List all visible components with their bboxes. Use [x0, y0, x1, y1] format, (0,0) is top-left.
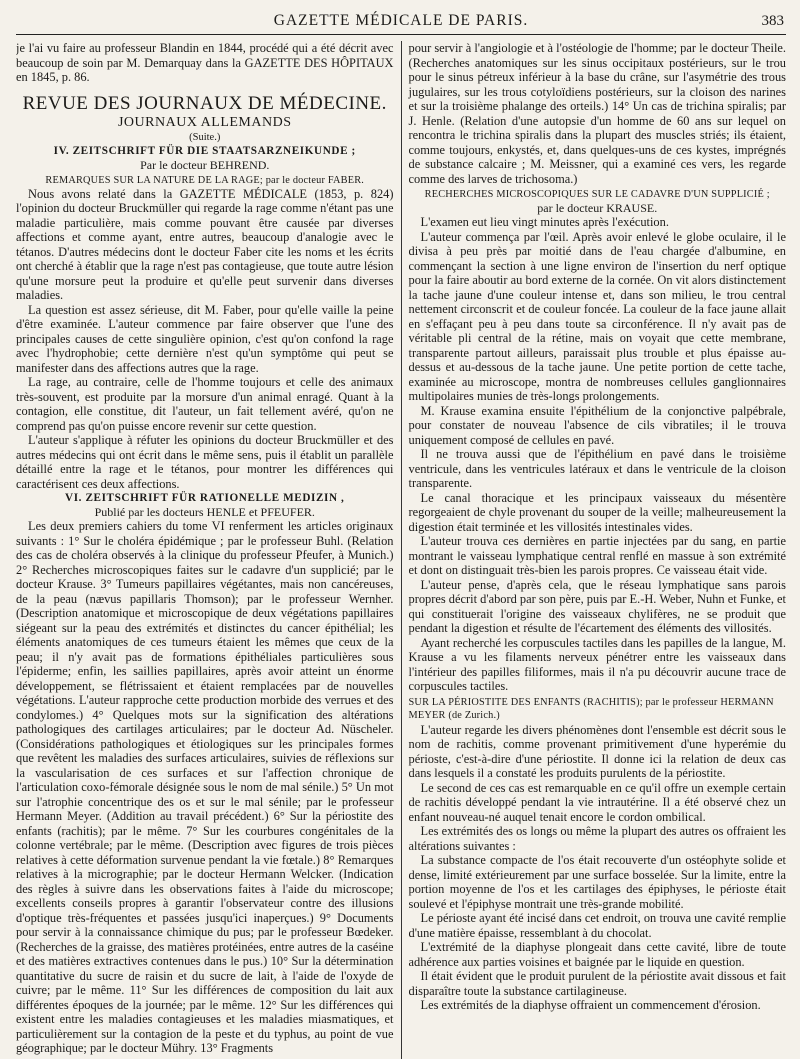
rage-paragraph-3: La rage, au contraire, celle de l'homme toujours et celle des animaux très-souvent, est produite par la morsure d'un animal enragé. Quant à la contagion, elle constitue, dit l'auteur, un fait tellement avéré, qu'on ne comprend pas qu'on puisse encore revenir sur cette question. — [16, 375, 394, 433]
krause-paragraph-3: M. Krause examina ensuite l'épithélium de la conjonctive palpébrale, pour constater de nouveau l'absence de cils vibratiles; il le trouva uniquement composé de cellules en pavé. — [408, 403, 786, 447]
krause-paragraph-5: Le canal thoracique et les principaux vaisseaux du mésentère regorgeaient de chyle provenant du souper de la veille; malheureusement la digestion était terminée et les villosités intestinales vides. — [408, 490, 786, 534]
periostite-paragraph-6: L'extrémité de la diaphyse plongeait dans cette cavité, libre de toute adhérence aux parties voisines et baignée par le liquide en question. — [408, 940, 786, 969]
page-header — [16, 8, 786, 35]
journal-title: GAZETTE MÉDICALE DE PARIS. — [273, 12, 529, 29]
krause-paragraph-6: L'auteur trouva ces dernières en partie injectées par du sang, en partie montrant le vaisseau lymphatique central renflé en massue à son extrémité et dont on distinguait très-bien les parois propres. Ce vaisseau était vide. — [408, 534, 786, 577]
periostite-paragraph-5: Le périoste ayant été incisé dans cet endroit, on trouva une cavité remplie d'une matière épaisse, ressemblant à du chocolat. — [408, 911, 786, 940]
right-column — [402, 41, 787, 1059]
page-number: 383 — [761, 13, 784, 29]
periostite-paragraph-8: Les extrémités de la diaphyse offraient un commencement d'érosion. — [420, 998, 761, 1012]
section-vi-byline: Publié par les docteurs HENLE et PFEUFER. — [94, 505, 315, 519]
krause-paragraph-8: Ayant recherché les corpuscules tactiles dans les papilles de la langue, M. Krause a vu les filaments nerveux pénétrer entre les vaisseaux dans l'intérieur des papilles filiformes, mais il n'a pu découvrir aucune trace de corpuscules tactiles. — [408, 635, 786, 693]
rage-paragraph-1: Nous avons relaté dans la GAZETTE MÉDICALE (1853, p. 824) l'opinion du docteur Bruckmüller qui regarde la rage comme n'étant pas une maladie particulière, mais comme pouvant être causée par diverses affections et comme ayant, entre autres, beaucoup d'analogie avec le tétanos. D'autres médecins dont le docteur Faber cite les noms et les écrits ont cherché à établir que la rage n'est pas contagieuse, que toute autre lésion qu'une morsure peut la produire et qu'elle peut survenir dans diverses maladies. — [16, 186, 394, 302]
continued-paragraph: je l'ai vu faire au professeur Blandin en 1844, procédé qui a été décrit avec beaucoup de soin par M. Demarquay dans la GAZETTE DES HÔPITAUX en 1845, p. 86. — [16, 41, 394, 84]
left-column — [16, 41, 401, 1059]
krause-paragraph-2: L'auteur commença par l'œil. Après avoir enlevé le globe oculaire, il le divisa à peu près par moitié dans de l'eau chargée d'albumine, en commençant la section à une ligne environ de l'insertion du nerf optique pour la faire aboutir au bord externe de la cornée. On vit alors distinctement la tache jaune d'une couleur intense et, dans son milieu, le trou central nettement circonscrit et de couleur foncée. La couleur de la face jaune allait en s'effaçant peu à peu dans toute sa circonférence. Il n'y avait pas de véritable pli central de la rétine, mais on voyait que cette membrane, transparente partout ailleurs, paraissait plus trouble et plus épaisse au-dessus et au-dessous de la tache jaune. Une petite portion de cette tache, examinée au microscope, montra de nombreuses cellules ganglionnaires multipolaires munies de très-longs prolongements. — [408, 229, 786, 403]
krause-byline: par le docteur KRAUSE. — [537, 201, 658, 215]
periostite-paragraph-4: La substance compacte de l'os était recouverte d'un ostéophyte solide et dense, limité extérieurement par une surface bosselée. Sur la limite, entre la portion moyenne de l'os et les cartilages des épiphyses, le périoste était soulevé et l'épiphyse montrait une très-grande mobilité. — [408, 853, 786, 911]
section-vi-paragraph: Les deux premiers cahiers du tome VI renferment les articles originaux suivants : 1° Sur le choléra épidémique ; par le professeur Buhl. (Relation des cas de choléra observés à la clinique du professeur Pfeufer, à Munich.) 2° Recherches microscopiques faites sur le cadavre d'un supplicié; par le docteur Krause. 3° Tumeurs papillaires végétantes, mais non cancéreuses, de la peau (nævus papillaris Thomson); par le professeur Wernher. (Description anatomique et microscopique de deux végétations papillaires siégeant sur la peau des extrémités et distinctes du cancer épithélial; les éléments anatomiques de ces tumeurs étaient les mêmes que ceux de la peau; il n'y avait pas de formations épithéliales particulières sous l'épiderme; enfin, les saillies papillaires, après avoir atteint un énorme développement, se flétrissaient et étaient remplacées par de nouvelles végétations. L'auteur rapproche cette production morbide des verrues et des condylomes.) 4° Quelques mots sur la signification des altérations pathologiques des cartilages articulaires; par le docteur Ad. Nüscheler. (Considérations pathologiques et étiologiques sur les principales formes que revêtent les maladies des surfaces articulaires, suivies de réflexions sur la vascularisation de ces surfaces et sur l'affection chronique de l'articulation coxo-fémorale désignée sous le nom de mal sénile.) 5° Un mot sur l'atrophie concentrique des os et sur le mal sénile; par le professeur Hermann Meyer. (Addition au travail précédent.) 6° Sur la périostite des enfants (rachitis); par le même. 7° Sur les courbures congénitales de la colonne vertébrale; par le même. (Description avec figures de trois pièces relatives à cette déformation survenue pendant la vie fœtale.) 8° Remarques relatives à la micrographie; par le docteur Hermann Welcker. (Indication des règles à suivre dans les observations faites à l'aide du microscope; excellents conseils propres à garantir l'observateur contre des illusions d'optique très-fréquentes et passées jusqu'ici inaperçues.) 9° Documents pour servir à la connaissance chimique du pus; par le professeur Bœdeker. (Recherches de la graisse, des matières protéinées, entre autres de la caséine et des matières extractives contenues dans le pus.) 10° Sur la détermination quantitative du sucre de raisin et du sucre de lait, à l'aide de l'oxyde de cuivre; par le même. 11° Sur les différences de composition du lait aux différentes époques de la journée; par le même. 12° Sur les différences qui existent entre les maladies contagieuses et les maladies miasmatiques, et particulièrement sur la contagion de la peste et du typhus, au point de vue géographique; par le docteur Mühry. 13° Fragments — [16, 519, 394, 1055]
journaux-heading: JOURNAUX ALLEMANDS — [117, 114, 292, 130]
periostite-paragraph-1: L'auteur regarde les divers phénomènes dont l'ensemble est décrit sous le nom de rachitis, comme provenant primitivement d'une hyperémie du périoste, c'est-à-dire d'une périostite. Il donne ici la relation de deux cas dans lesquels il a constaté les produits purulents de la périostite. — [408, 722, 786, 780]
periostite-heading: SUR LA PÉRIOSTITE DES ENFANTS (RACHITIS); par le professeur HERMANN MEYER (de Zurich.) — [408, 696, 774, 721]
text-columns — [16, 41, 786, 1059]
rage-paragraph-4: L'auteur s'applique à réfuter les opinions du docteur Bruckmüller et des autres médecins qui ont écrit dans le même sens, puis il établit un parallèle détaillé entre la rage et le tétanos, pour montrer les différences qui caractérisent ces deux affections. — [16, 433, 394, 491]
periostite-paragraph-7: Il était évident que le produit purulent de la périostite avait dissous et fait disparaître toute la substance cartilagineuse. — [408, 969, 786, 998]
section-vi-heading: VI. ZEITSCHRIFT FÜR RATIONELLE MEDIZIN , — [65, 492, 345, 504]
periostite-paragraph-3: Les extrémités des os longs ou même la plupart des autres os offraient les altérations suivantes : — [408, 824, 786, 853]
rage-paragraph-2: La question est assez sérieuse, dit M. Faber, pour qu'elle vaille la peine d'être examinée. L'auteur commence par faire observer que l'une des principales causes de cette singulière opinion, c'est qu'on confond la rage avec l'hydrophobie; cette dernière n'est qu'un symptôme qui peut se manifester dans des affections autres que la rage. — [16, 302, 394, 375]
section-iv-heading: IV. ZEITSCHRIFT FÜR DIE STAATSARZNEIKUNDE ; — [53, 144, 356, 157]
periostite-paragraph-2: Le second de ces cas est remarquable en ce qu'il offre un exemple certain de rachitis développé pendant la vie intrautérine. Il a été observé chez un enfant nouveau-né auquel tenait encore le cordon ombilical. — [408, 780, 786, 824]
krause-heading: RECHERCHES MICROSCOPIQUES SUR LE CADAVRE D'UN SUPPLICIÉ ; — [424, 189, 770, 200]
revue-heading: REVUE DES JOURNAUX DE MÉDECINE. — [22, 92, 387, 114]
krause-paragraph-4: Il ne trouva aussi que de l'épithélium en pavé dans le troisième ventricule, dans les ventricules latéraux et dans le ventricule de la cloison transparente. — [408, 447, 786, 490]
suite-label: (Suite.) — [189, 131, 221, 143]
krause-paragraph-1: L'examen eut lieu vingt minutes après l'exécution. — [420, 215, 669, 229]
rage-heading: REMARQUES SUR LA NATURE DE LA RAGE; par le docteur FABER. — [45, 174, 365, 186]
continued-list-paragraph: pour servir à l'angiologie et à l'ostéologie de l'homme; par le docteur Theile. (Recherches anatomiques sur les sinus occipitaux postérieurs, sur le trou pour le sinus pétreux inférieur à la base du crâne, sur l'asymétrie des trous jugulaires, sur les trous cotyloïdiens postérieurs, sur la cloison des narines et sur la troisième phalange des orteils.) 14° Un cas de trichina spiralis; par J. Henle. (Relation d'une autopsie d'un homme de 60 ans sur lequel on rencontra le trichina spiralis dans la plupart des muscles striés; ils étaient, comme toujours, enkystés, et, dans quelques-uns de ces kystes, imprégnés de substance calcaire ; M. Meissner, qui a examiné ces vers, les regarde comme des larves de trichosoma.) — [408, 41, 786, 186]
section-iv-byline: Par le docteur BEHREND. — [140, 157, 270, 172]
krause-paragraph-7: L'auteur pense, d'après cela, que le réseau lymphatique sans parois propres décrit d'abord par son père, puis par E.-H. Weber, Nuhn et Funke, et qui constituerait l'origine des vaisseaux chylifères, ne se produit que pendant la digestion et résulte de l'écartement des éléments des villosités. — [408, 577, 786, 635]
